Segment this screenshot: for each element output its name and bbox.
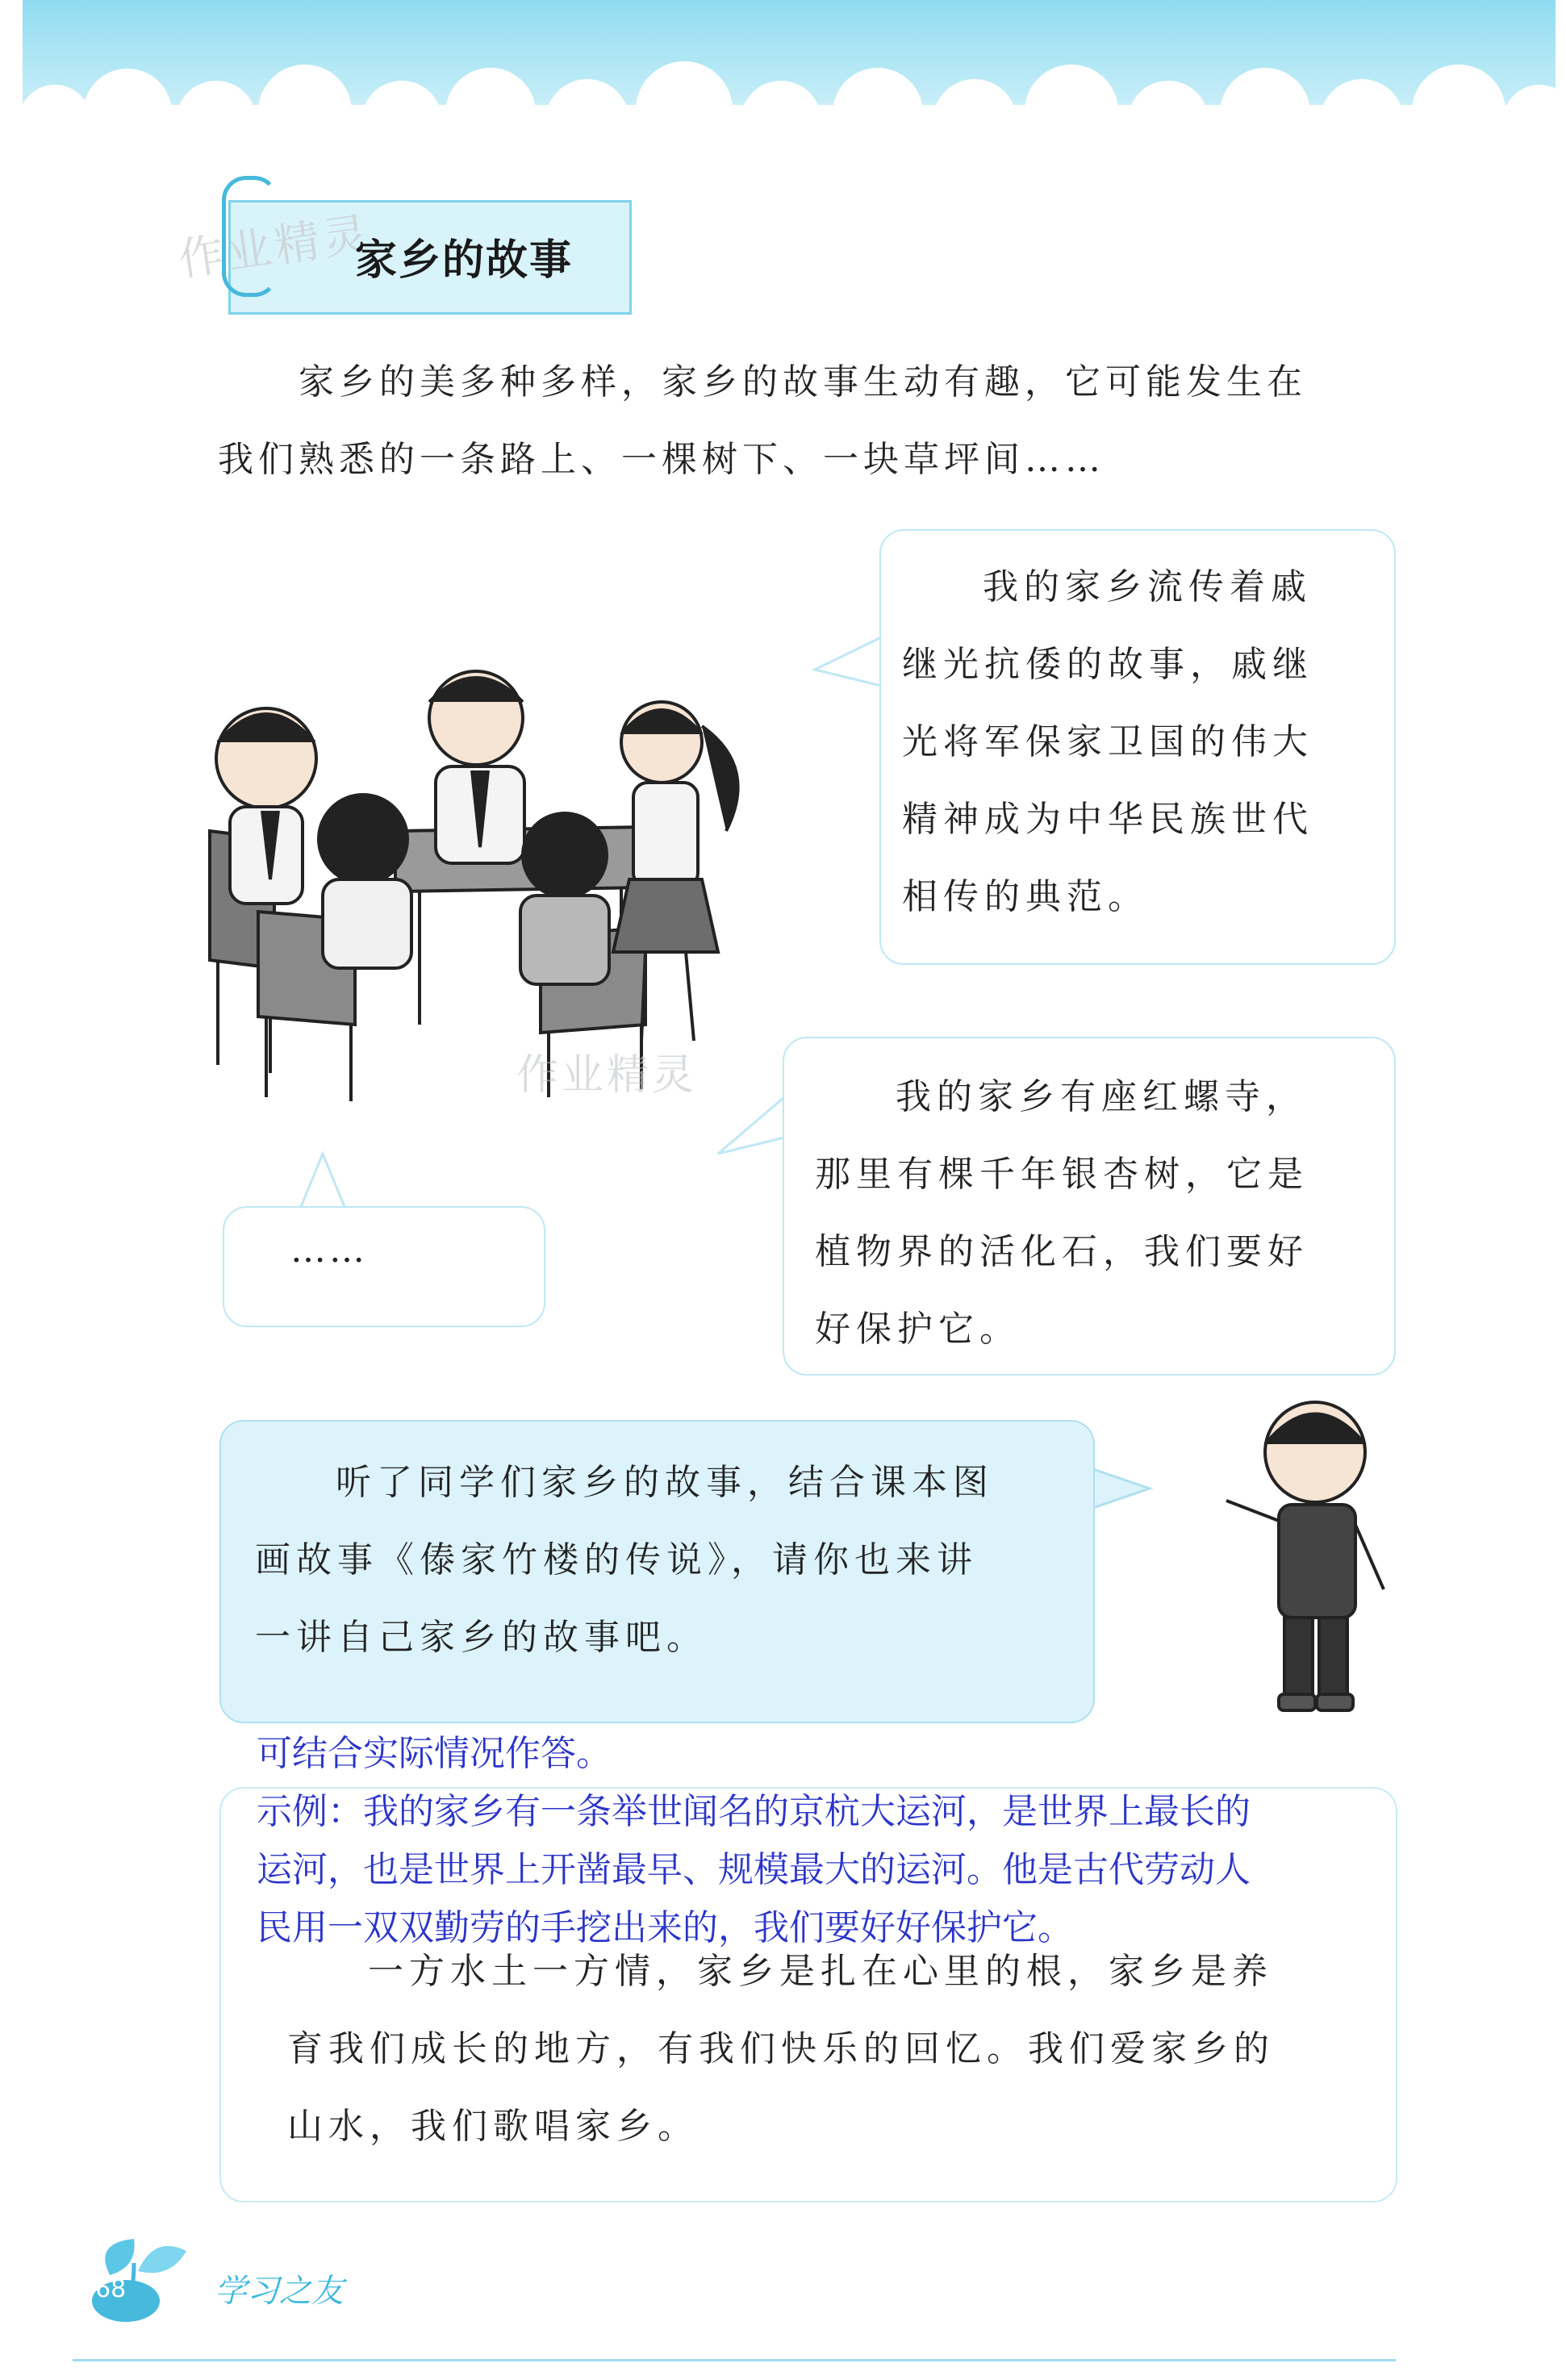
text-line: 继光抗倭的故事，戚继: [902, 644, 1313, 685]
page-number: 68: [95, 2275, 127, 2303]
speech-text-qi-jiguang: [902, 549, 1402, 936]
text-line: 山水，我们歌唱家乡。: [287, 2106, 699, 2147]
text-line: 植物界的活化石，我们要好: [815, 1231, 1309, 1272]
cloud-banner: [23, 0, 1556, 153]
bubble-tail: [290, 1150, 355, 1214]
boy-presenting-illustration: [1210, 1388, 1420, 1727]
intro-paragraph: [218, 344, 1420, 499]
answer-text: [257, 1730, 1467, 1952]
bubble-tail: [710, 1081, 791, 1170]
prompt-text: [255, 1444, 1086, 1676]
text-line: 精神成为中华民族世代: [902, 799, 1313, 840]
ellipsis-text: ……: [290, 1230, 368, 1271]
brand-logo-text: 学习之友: [215, 2273, 344, 2310]
watermark: 作业精灵: [175, 207, 374, 287]
text-line: 那里有棵千年银杏树，它是: [815, 1154, 1309, 1195]
answer-line: 运河，也是世界上开凿最早、规模最大的运河。他是古代劳动人: [257, 1849, 1251, 1890]
text-line: 我的家乡有座红螺寺，: [896, 1076, 1307, 1117]
footer-divider: [73, 2359, 1396, 2361]
text-line: 一讲自己家乡的故事吧。: [255, 1617, 708, 1658]
answer-line: 民用一双双勤劳的手挖出来的，我们要好好保护它。: [257, 1907, 1073, 1948]
closing-text: [287, 1933, 1384, 2165]
watermark: 作业精灵: [516, 1051, 698, 1100]
answer-line: 可结合实际情况作答。: [257, 1733, 612, 1774]
intro-line-2: 我们熟悉的一条路上、一棵树下、一块草坪间……: [218, 439, 1105, 480]
bubble-tail: [1089, 1460, 1154, 1517]
answer-line: 示例：我的家乡有一条举世闻名的京杭大运河，是世界上最长的: [257, 1791, 1251, 1832]
text-line: 育我们成长的地方，有我们快乐的回忆。我们爱家乡的: [287, 2028, 1275, 2069]
text-line: 一方水土一方情，家乡是扎在心里的根，家乡是养: [368, 1951, 1273, 1992]
text-line: 听了同学们家乡的故事，结合课本图: [336, 1462, 994, 1503]
speech-text-hongluo-temple: [815, 1058, 1396, 1368]
text-line: 我的家乡流传着戚: [983, 566, 1312, 608]
text-line: 相传的典范。: [902, 876, 1149, 917]
text-line: 好保护它。: [815, 1309, 1021, 1350]
speech-bubble-ellipsis: [223, 1206, 545, 1327]
intro-line-1: 家乡的美多种多样，家乡的故事生动有趣，它可能发生在: [299, 361, 1307, 403]
text-line: 光将军保家卫国的伟大: [902, 721, 1313, 762]
section-title: 家乡的故事: [355, 236, 574, 285]
bubble-tail: [807, 621, 887, 702]
children-discussion-illustration: [194, 645, 823, 1105]
text-line: 画故事《傣家竹楼的传说》，请你也来讲: [255, 1539, 978, 1580]
